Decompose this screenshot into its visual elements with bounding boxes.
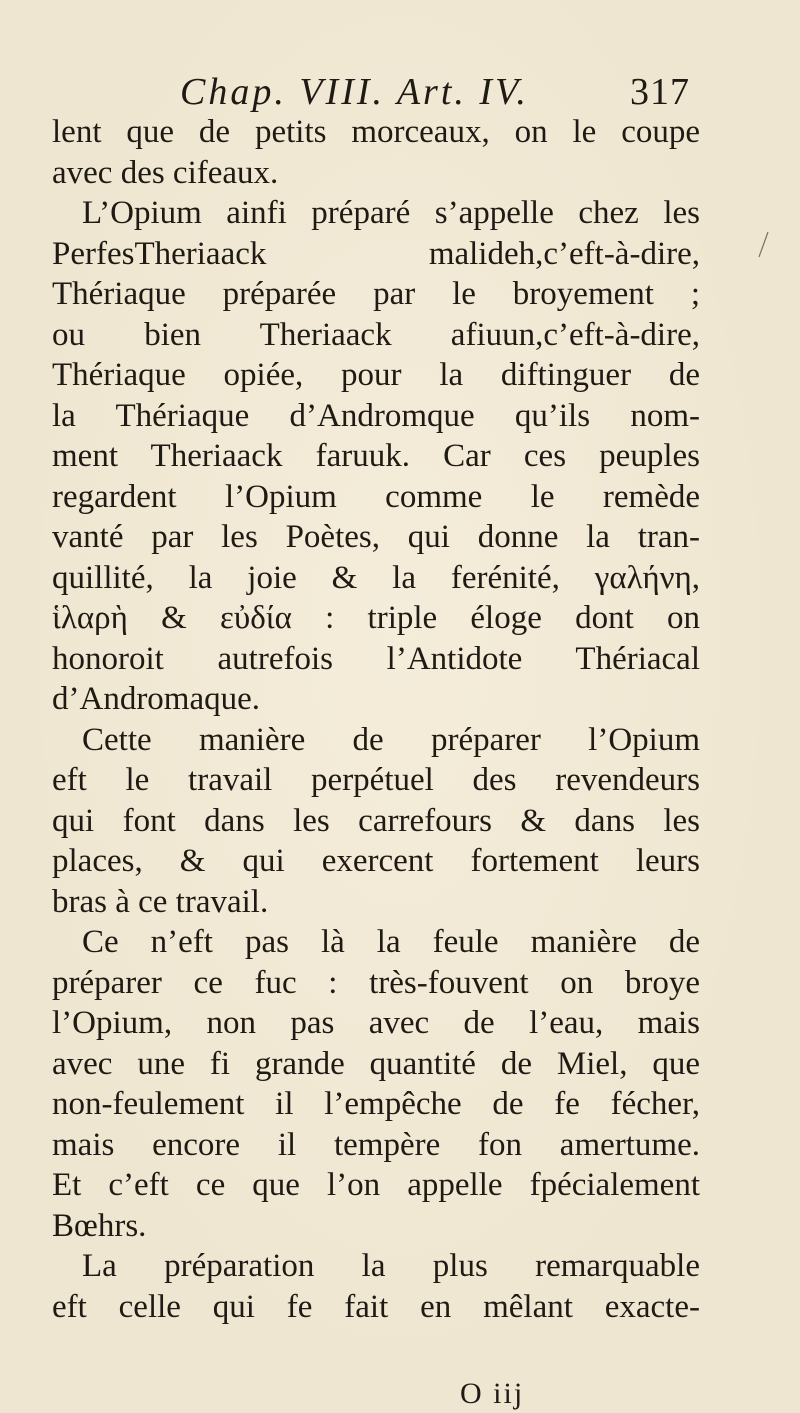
text-line: qui font dans les carrefours & dans les	[52, 802, 700, 839]
text-line: eft le travail perpétuel des revendeurs	[52, 762, 700, 798]
text-line: Thériaque préparée par le broyement ;	[52, 276, 700, 312]
text-line: Et c’eft ce que l’on appelle fpécialement	[52, 1167, 700, 1203]
text-line: lent que de petits morceaux, on le coupe	[52, 114, 700, 150]
text-line: regardent l’Opium comme le remède	[52, 478, 700, 515]
text-line: l’Opium, non pas avec de l’eau, mais	[52, 1005, 700, 1041]
text-line: quillité, la joie & la ferénité, γαλήνη,	[52, 559, 700, 596]
text-line: Cette manière de préparer l’Opium	[82, 721, 700, 758]
running-head: Chap. VIII. Art. IV.	[180, 71, 529, 113]
page-number: 317	[630, 71, 690, 113]
page-header	[180, 70, 690, 116]
text-line: non-feulement il l’empêche de fe fécher,	[52, 1086, 700, 1122]
text-line: d’Andromaque.	[52, 681, 261, 717]
text-line: places, & qui exercent fortement leurs	[52, 843, 700, 879]
text-line: avec des cifeaux.	[52, 154, 279, 191]
text-line: vanté par les Poètes, qui donne la tran-	[52, 519, 700, 555]
text-line: Thériaque opiée, pour la diftinguer de	[52, 357, 700, 393]
text-line: PerfesTheriaack malideh,c’eft-à-dire,	[52, 235, 700, 272]
text-line: ment Theriaack faruuk. Car ces peuples	[52, 438, 700, 474]
body-text	[52, 112, 700, 1327]
text-line: ou bien Theriaack afiuun,c’eft-à-dire,	[52, 316, 700, 353]
text-line: préparer ce fuc : très-fouvent on broye	[52, 964, 700, 1001]
text-line: Ce n’eft pas là la feule manière de	[82, 924, 700, 960]
text-line: la Thériaque d’Andromque qu’ils nom-	[52, 397, 700, 434]
text-line: L’Opium ainfi préparé s’appelle chez les	[82, 195, 700, 231]
text-line: avec une fi grande quantité de Miel, que	[52, 1045, 700, 1082]
text-line: La préparation la plus remarquable	[82, 1248, 700, 1284]
margin-pencil-mark	[755, 230, 771, 260]
text-line: mais encore il tempère fon amertume.	[52, 1126, 700, 1163]
text-line: Bœhrs.	[52, 1207, 147, 1244]
text-line: eft celle qui fe fait en mêlant exacte-	[52, 1288, 700, 1325]
text-line: ἱλαρὴ & εὐδία : triple éloge dont on	[52, 600, 700, 636]
text-line: bras à ce travail.	[52, 883, 269, 920]
signature-mark: O iij	[460, 1377, 525, 1410]
text-line: honoroit autrefois l’Antidote Thériacal	[52, 640, 700, 677]
